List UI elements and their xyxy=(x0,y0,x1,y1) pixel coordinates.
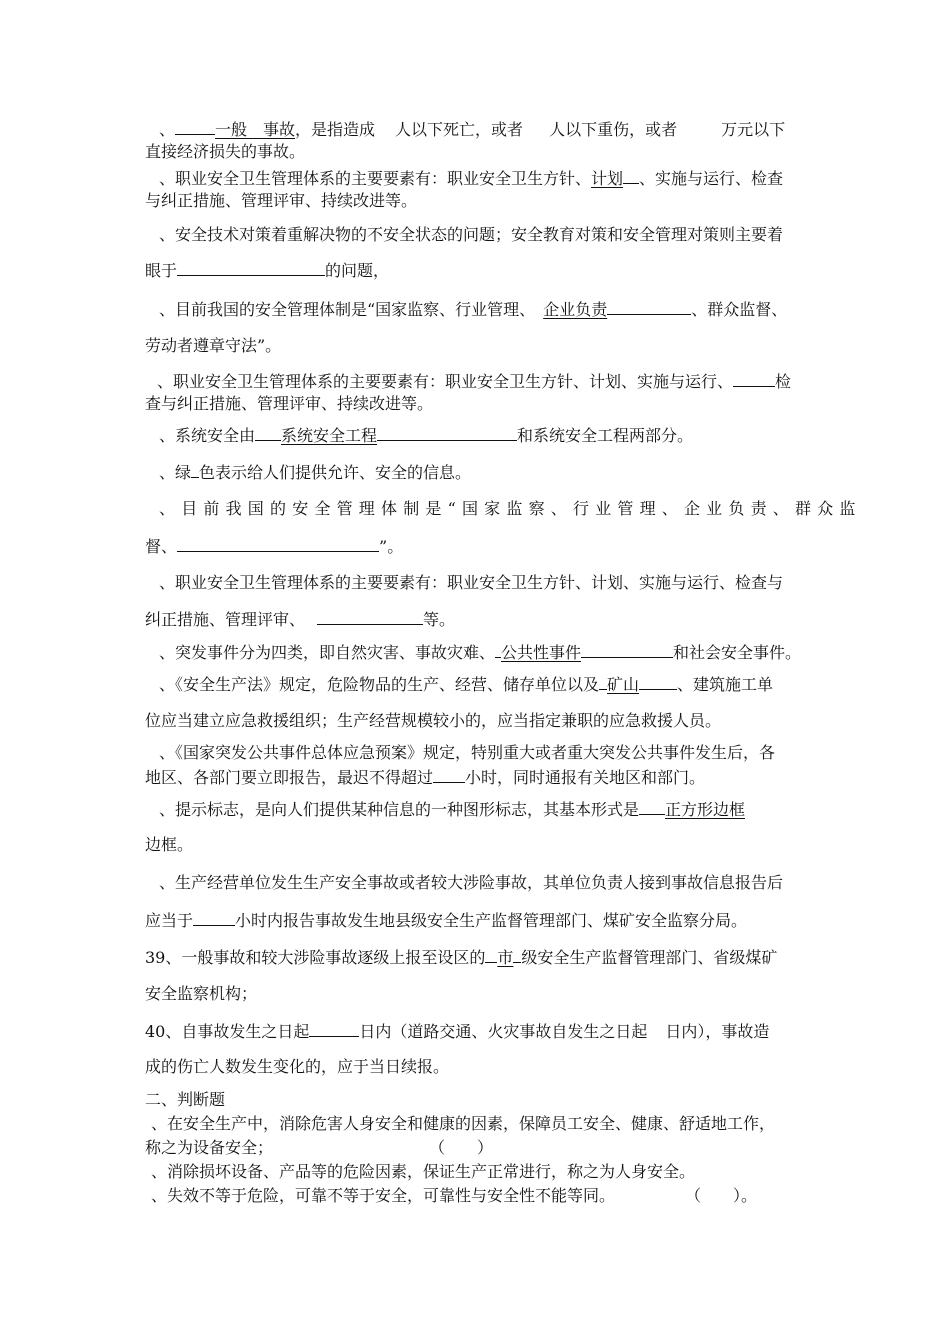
question-3: 、安全技术对策着重解决物的不安全状态的问题；安全教育对策和安全管理对策则主要着 xyxy=(159,225,784,244)
question-10: 、突发事件分为四类，即自然灾害、事故灾难、 公共性事件 和社会安全事件。 xyxy=(159,643,802,662)
question-11: 、《安全生产法》规定，危险物品的生产、经营、储存单位以及 矿山 、建筑施工单 xyxy=(159,675,774,694)
answer-text: 正方形边框 xyxy=(665,800,746,819)
answer-blank xyxy=(733,370,775,387)
question-4: 、目前我国的安全管理体制是“国家监察、行业管理、 企业负责 、群众监督、 xyxy=(159,300,788,319)
answer-text: 一般 事故 xyxy=(215,120,296,139)
answer-blank xyxy=(317,608,423,625)
answer-blank xyxy=(177,259,325,276)
question-2-cont: 与纠正措施、管理评审、持续改进等。 xyxy=(145,191,418,210)
question-8-cont: 督、 ”。 xyxy=(145,537,404,556)
judge-question-1-cont: 称之为设备安全； （ ） xyxy=(145,1138,494,1157)
question-11-cont: 位应当建立应急救援组织；生产经营规模较小的，应当指定兼职的应急救援人员。 xyxy=(145,711,722,730)
question-7: 、绿 色表示给人们提供允许、安全的信息。 xyxy=(159,463,472,482)
question-14-cont: 应当于 小时内报告事故发生地县级安全生产监督管理部门、煤矿安全监察分局。 xyxy=(145,911,748,930)
question-2: 、职业安全卫生管理体系的主要要素有：职业安全卫生方针、计划 、实施与运行、检查 xyxy=(159,169,784,188)
answer-blank xyxy=(191,461,199,478)
question-13-cont: 边框。 xyxy=(145,835,194,854)
question-4-cont: 劳动者遵章守法”。 xyxy=(145,336,282,355)
question-1: 、 一般 事故，是指造成 人以下死亡，或者 人以下重伤，或者 万元以下 xyxy=(159,120,786,139)
answer-paren: （ ）。 xyxy=(685,1186,758,1205)
answer-paren: （ ） xyxy=(429,1138,494,1157)
answer-blank xyxy=(177,535,379,552)
question-6: 、系统安全由 系统安全工程 和系统安全工程两部分。 xyxy=(159,426,694,445)
judge-question-2: 、消除损坏设备、产品等的危险因素，保证生产正常进行，称之为人身安全。 xyxy=(151,1162,696,1181)
question-8: 、目前我国的安全管理体制是“国家监察、行业管理、企业负责、群众监 xyxy=(159,499,862,518)
question-39-cont: 安全监察机构； xyxy=(145,984,258,1003)
answer-text: 公共性事件 xyxy=(501,643,582,662)
question-9: 、职业安全卫生管理体系的主要要素有：职业安全卫生方针、计划、实施与运行、检查与 xyxy=(159,573,784,592)
answer-blank xyxy=(309,1020,359,1037)
answer-text: 计划 xyxy=(591,169,624,188)
answer-text: 系统安全工程 xyxy=(281,426,378,445)
answer-text: 矿山 xyxy=(607,675,640,694)
answer-blank xyxy=(175,118,215,135)
answer-blank xyxy=(433,766,465,783)
question-3-cont: 眼于 的问题， xyxy=(145,261,390,280)
question-13: 、提示标志，是向人们提供某种信息的一种图形标志，其基本形式是 正方形边框 xyxy=(159,800,746,819)
question-12-cont: 地区、各部门要立即报告，最迟不得超过 小时，同时通报有关地区和部门。 xyxy=(145,768,706,787)
answer-text: 市 xyxy=(497,948,514,967)
judge-question-3: 、失效不等于危险，可靠不等于安全，可靠性与安全性不能等同。 （ ）。 xyxy=(151,1186,758,1205)
question-40-cont: 成的伤亡人数发生变化的，应于当日续报。 xyxy=(145,1057,450,1076)
question-5-cont: 查与纠正措施、管理评审、持续改进等。 xyxy=(145,394,434,413)
question-14: 、生产经营单位发生生产安全事故或者较大涉险事故，其单位负责人接到事故信息报告后 xyxy=(159,873,784,892)
section-title: 二、判断题 xyxy=(145,1090,226,1109)
question-12: 、《国家突发公共事件总体应急预案》规定，特别重大或者重大突发公共事件发生后，各 xyxy=(159,743,776,762)
question-9-cont: 纠正措施、管理评审、 等。 xyxy=(145,610,456,629)
answer-text: 企业负责 xyxy=(543,300,608,319)
question-39: 39、一般事故和较大涉险事故逐级上报至设区的 市 级安全生产监督管理部门、省级煤矿 xyxy=(145,948,778,967)
question-5: 、职业安全卫生管理体系的主要要素有：职业安全卫生方针、计划、实施与运行、 检 xyxy=(157,372,792,391)
question-1-cont: 直接经济损失的事故。 xyxy=(145,142,306,161)
question-40: 40、自事故发生之日起 日内（道路交通、火灾事故自发生之日起 日内），事故造 xyxy=(145,1022,770,1041)
judge-question-1: 、在安全生产中，消除危害人身安全和健康的因素，保障员工安全、健康、舒适地工作， xyxy=(151,1114,776,1133)
answer-blank xyxy=(193,909,235,926)
